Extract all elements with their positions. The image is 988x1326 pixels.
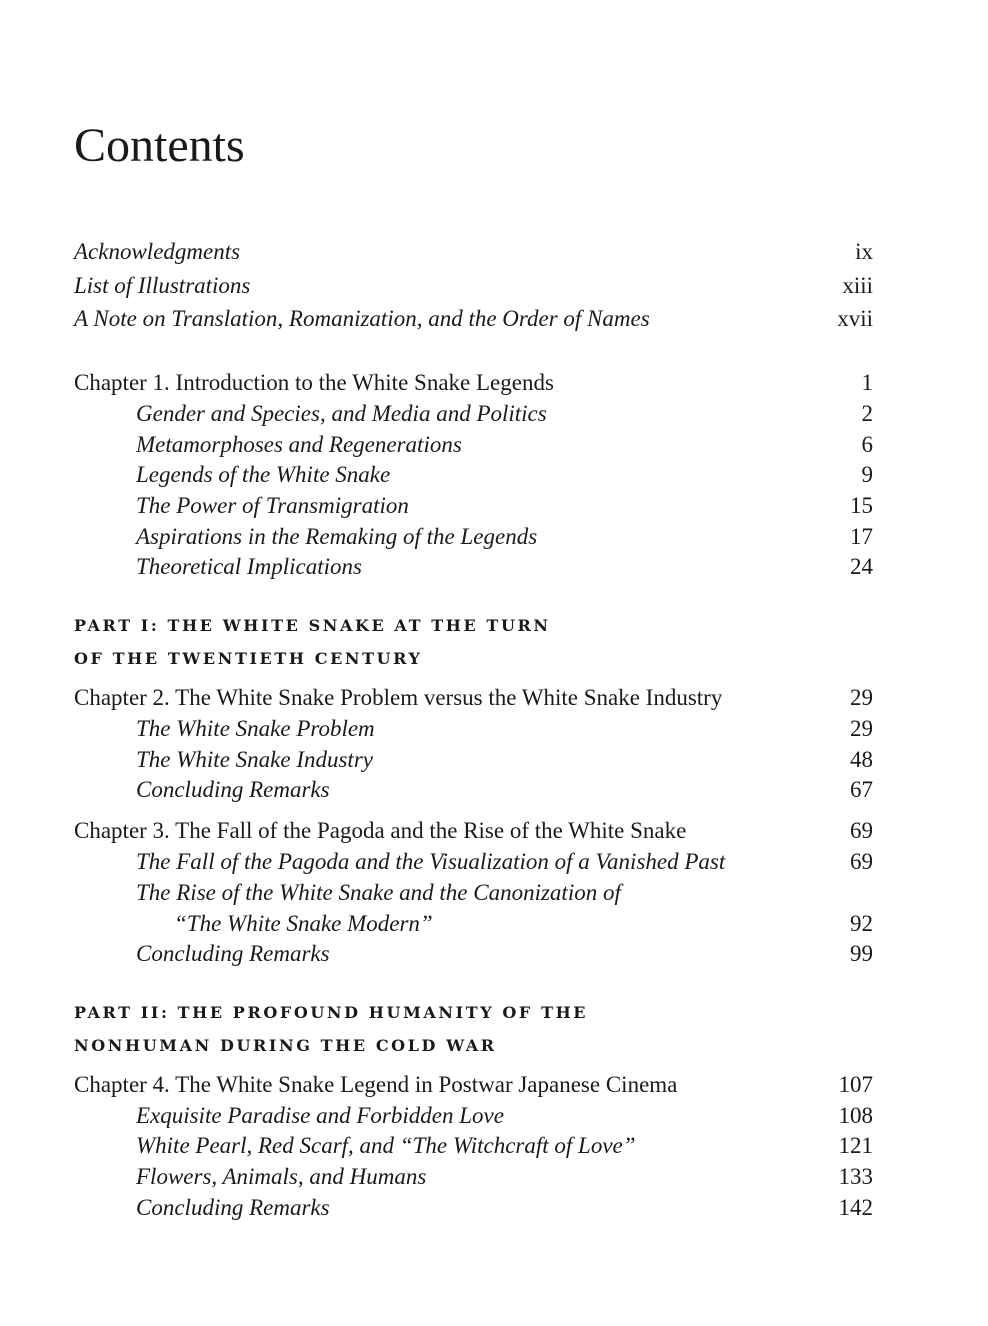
toc-chapter-2[interactable] [74, 683, 874, 713]
section-page: 17 [850, 524, 873, 549]
section-page: 92 [850, 911, 873, 936]
toc-section[interactable] [74, 745, 874, 775]
section-title: Exquisite Paradise and Forbidden Love [136, 1103, 504, 1128]
part-heading-line: PART II: THE PROFOUND HUMANITY OF THE [74, 1003, 589, 1022]
chapter-page: 69 [850, 818, 873, 843]
toc-entry-title: A Note on Translation, Romanization, and the Order of Names [74, 306, 650, 331]
page-title: Contents [74, 119, 245, 172]
toc-section[interactable] [74, 714, 874, 744]
chapter-title: Chapter 1. Introduction to the White Snake Legends [74, 370, 554, 395]
section-page: 2 [861, 401, 873, 426]
section-title: Theoretical Implications [136, 554, 362, 579]
chapter-title: Chapter 3. The Fall of the Pagoda and the Rise of the White Snake [74, 818, 687, 843]
section-page: 69 [850, 849, 873, 874]
toc-entry-title: Acknowledgments [74, 239, 241, 264]
section-title: Flowers, Animals, and Humans [136, 1164, 427, 1189]
toc-chapter-3[interactable] [74, 816, 874, 846]
section-page: 121 [838, 1133, 873, 1158]
toc-entry-list-of-illustrations[interactable] [74, 271, 874, 301]
section-title: White Pearl, Red Scarf, and “The Witchcraft of Love” [136, 1133, 636, 1158]
section-page: 6 [861, 432, 873, 457]
section-title: Concluding Remarks [136, 777, 330, 802]
toc-entry-page: ix [855, 239, 873, 264]
section-title: The White Snake Problem [136, 716, 375, 741]
toc-section[interactable] [74, 1193, 874, 1223]
toc-section[interactable] [74, 552, 874, 582]
part-heading-line: PART I: THE WHITE SNAKE AT THE TURN [74, 616, 551, 635]
section-page: 15 [850, 493, 873, 518]
toc-section-continued[interactable] [74, 909, 874, 939]
section-title: Metamorphoses and Regenerations [136, 432, 462, 457]
section-title: “The White Snake Modern” [174, 911, 433, 936]
toc-section[interactable] [74, 399, 874, 429]
section-title: Concluding Remarks [136, 941, 330, 966]
toc-section[interactable] [74, 430, 874, 460]
toc-chapter-1[interactable] [74, 368, 874, 398]
section-title: Gender and Species, and Media and Politics [136, 401, 547, 426]
chapter-page: 107 [838, 1072, 873, 1097]
section-title: Legends of the White Snake [136, 462, 391, 487]
toc-section[interactable] [74, 491, 874, 521]
section-page: 108 [838, 1103, 873, 1128]
part-heading-line: OF THE TWENTIETH CENTURY [74, 649, 423, 668]
section-page: 67 [850, 777, 873, 802]
section-title: The Rise of the White Snake and the Canonization of [136, 880, 621, 905]
chapter-title: Chapter 4. The White Snake Legend in Postwar Japanese Cinema [74, 1072, 678, 1097]
toc-section[interactable] [74, 775, 874, 805]
section-page: 142 [838, 1195, 873, 1220]
section-title: The Power of Transmigration [136, 493, 409, 518]
toc-section[interactable] [74, 1131, 874, 1161]
section-page: 133 [838, 1164, 873, 1189]
section-page: 48 [850, 747, 873, 772]
chapter-page: 29 [850, 685, 873, 710]
toc-section[interactable] [74, 460, 874, 490]
toc-section[interactable] [74, 1101, 874, 1131]
section-title: Concluding Remarks [136, 1195, 330, 1220]
toc-section[interactable] [74, 1162, 874, 1192]
toc-entry-page: xvii [837, 306, 873, 331]
toc-section[interactable] [74, 847, 874, 877]
section-title: The Fall of the Pagoda and the Visualization of a Vanished Past [136, 849, 726, 874]
toc-chapter-4[interactable] [74, 1070, 874, 1100]
toc-entry-title: List of Illustrations [74, 273, 251, 298]
chapter-page: 1 [861, 370, 873, 395]
toc-section[interactable] [74, 522, 874, 552]
section-page: 24 [850, 554, 873, 579]
chapter-title: Chapter 2. The White Snake Problem versus the White Snake Industry [74, 685, 723, 710]
section-page: 9 [861, 462, 873, 487]
part-heading-line: NONHUMAN DURING THE COLD WAR [74, 1036, 497, 1055]
section-page: 99 [850, 941, 873, 966]
section-page: 29 [850, 716, 873, 741]
section-title: The White Snake Industry [136, 747, 373, 772]
section-title: Aspirations in the Remaking of the Legends [136, 524, 538, 549]
toc-section[interactable] [74, 939, 874, 969]
toc-section[interactable] [74, 878, 874, 908]
toc-entry-page: xiii [842, 273, 873, 298]
toc-entry-acknowledgments[interactable] [74, 237, 874, 267]
toc-entry-note-on-translation[interactable] [74, 304, 874, 334]
